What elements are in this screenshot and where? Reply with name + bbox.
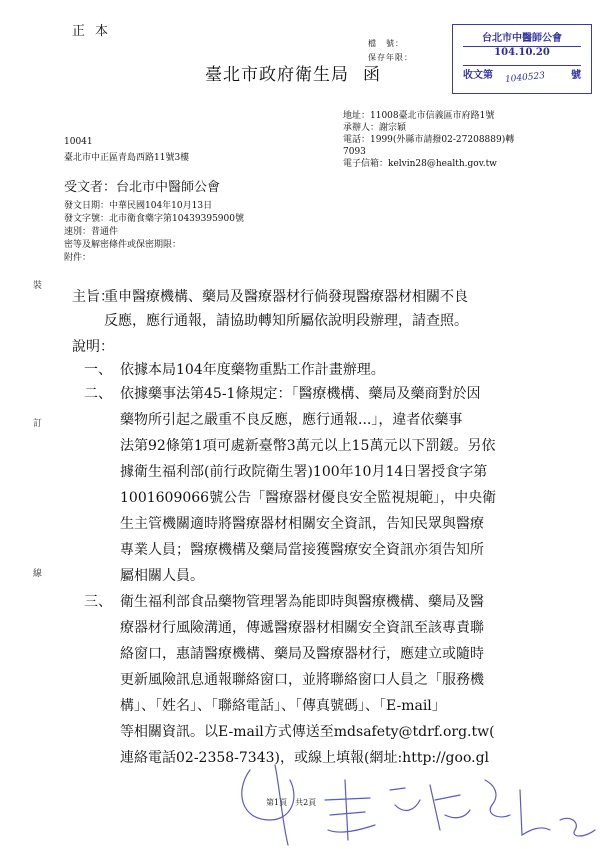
item-line: 屬相關人員。 (120, 568, 204, 584)
speed: 速別：普通件 (64, 227, 119, 237)
item-number: 三、 (84, 594, 112, 610)
retention-label: 保存年限： (368, 53, 413, 62)
binding-mark: 訂 (33, 419, 43, 429)
explain-item (84, 589, 579, 771)
subject-line: 反應，應行通報，請協助轉知所屬依說明段辦理，請查照。 (104, 313, 468, 329)
item-line: 專業人員；醫療機構及藥局當接獲醫療安全資訊亦須告知所 (120, 542, 484, 558)
item-line: 1001609066號公告「醫療器材優良安全監視規範」，中央衛 (120, 490, 497, 506)
item-line: 據衛生福利部(前行政院衛生署)100年10月14日署授食字第 (120, 464, 488, 480)
file-number-label: 檔 號： (368, 39, 404, 48)
stamp-date: 104.10.20 (463, 46, 581, 65)
attachment: 附件： (64, 253, 92, 263)
item-line: 連絡電話02-2358-7343)，或線上填報(網址:http://goo.gl (120, 750, 490, 766)
stamp-received-suffix: 號 (571, 70, 581, 81)
item-number: 一、 (84, 362, 112, 378)
item-line: 構」、「姓名」、「聯絡電話」、「傳真號碼」、「E-mail」 (120, 698, 446, 714)
item-line: 依據本局104年度藥物重點工作計畫辦理。 (120, 362, 385, 378)
security-level: 密等及解密條件或保密期限： (64, 240, 182, 250)
item-line: 法第92條第1項可處新臺幣3萬元以上15萬元以下罰鍰。另依 (120, 438, 496, 454)
binding-mark: 線 (33, 569, 43, 579)
item-text (120, 589, 575, 771)
doc-number: 發文字號：北市衛食藥字第10439395900號 (64, 214, 244, 224)
contact-officer: 承辦人：謝宗穎 (343, 123, 407, 133)
stamp-received-label: 收文第 (463, 70, 493, 81)
item-line: 等相關資訊。以E-mail方式傳送至mdsafety@tdrf.org.tw( (120, 724, 495, 740)
copy-mark: 正本 (72, 24, 119, 39)
explain-item (84, 381, 579, 589)
item-line: 藥物所引起之嚴重不良反應，應行通報...」，違者依藥事 (120, 412, 463, 428)
contact-phone: 電話：1999(外縣市請撥02-27208889)轉 (343, 135, 515, 145)
contact-email: 電子信箱：kelvin28@health.gov.tw (343, 159, 497, 169)
issue-date: 發文日期：中華民國104年10月13日 (64, 201, 213, 211)
agency-name: 臺北市政府衛生局 (205, 65, 349, 85)
recipient: 受文者：台北市中醫師公會 (64, 180, 221, 195)
item-line: 更新風險訊息通報聯絡窗口，並將聯絡窗口人員之「服務機 (120, 672, 484, 688)
postal-code: 10041 (64, 137, 93, 147)
item-number: 二、 (84, 386, 112, 402)
contact-phone-ext: 7093 (343, 147, 366, 157)
binding-mark: 裝 (33, 281, 43, 291)
subject-line: 重申醫療機構、藥局及醫療器材行倘發現醫療器材相關不良 (104, 289, 468, 305)
explain-label: 說明： (72, 339, 114, 355)
file-number (368, 38, 404, 49)
subject-text (104, 285, 544, 333)
item-text (120, 357, 575, 383)
item-line: 療器材行風險溝通，傳遞醫療器材相關安全資訊至該專責聯 (120, 620, 484, 636)
doc-type: 函 (363, 65, 381, 85)
stamp-handwritten-number: 1040523 (504, 70, 546, 86)
item-line: 生主管機關適時將醫療器材相關安全資訊，告知民眾與醫療 (120, 516, 484, 532)
recipient-address: 臺北市中正區青島西路11號3樓 (64, 153, 190, 163)
document-title (205, 60, 381, 85)
item-line: 衛生福利部食品藥物管理署為能即時與醫療機構、藥局及醫 (120, 594, 484, 610)
explain-item (84, 357, 579, 383)
item-text (120, 381, 575, 589)
received-stamp (452, 24, 592, 94)
contact-address: 地址：11008臺北市信義區市府路1號 (343, 111, 495, 121)
page-footer: 第1頁 共2頁 (266, 798, 317, 807)
subject-label: 主旨： (72, 289, 114, 305)
stamp-org: 台北市中醫師公會 (482, 33, 562, 44)
item-line: 絡窗口，惠請醫療機構、藥局及醫療器材行，應建立或隨時 (120, 646, 484, 662)
item-line: 依據藥事法第45-1條規定：「醫療機構、藥局及藥商對於因 (120, 386, 481, 402)
